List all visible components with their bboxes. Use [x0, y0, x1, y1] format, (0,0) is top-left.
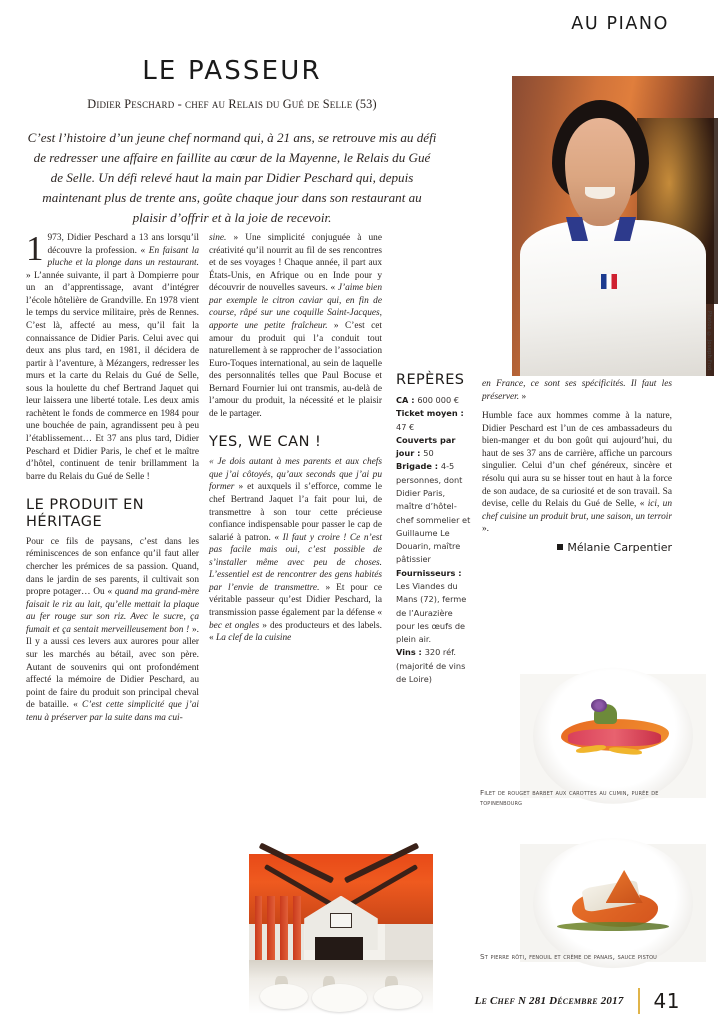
reperes-item-label: Brigade :: [396, 461, 441, 472]
text-run: ».: [482, 524, 490, 535]
dining-table: [374, 985, 422, 1009]
reperes-item-value: 50: [423, 448, 434, 459]
paragraph: [209, 232, 382, 420]
curtain: [255, 896, 262, 963]
headline-block: [22, 58, 442, 112]
portrait-artwork: [512, 76, 714, 376]
text-run: » C’est cet amour du produit qui l’a conduit tout naturellement à se rapprocher de l’association Euro-Toques international, au sein de laquelle des personnalités telles que Paul Bocuse et Bernard Fournier lui ont transmis, au-delà de l’amour du produit, la nécessité et le plaisir de le partager.: [209, 320, 382, 419]
quote-run: quand ma grand-mère faisait le riz au lait, qu’elle mettait la plaque au fer rouge sur son riz. Avec le sucre, ça fumait et ça sentait merveilleusement bon !: [26, 587, 200, 635]
reperes-item: [396, 646, 474, 686]
reperes-item-value: 320 réf. (majorité de vins de Loire): [396, 647, 466, 684]
caption-dish-rouget: Filet de rouget barbet aux carottes au cumin, purée de topinenbourg: [480, 788, 659, 807]
reperes-item-label: Vins :: [396, 647, 425, 658]
author-name: Mélanie Carpentier: [567, 540, 672, 554]
wall-painting: [330, 913, 352, 928]
text-run: » des producteurs et des labels. «: [209, 620, 382, 644]
reperes-item-value: Les Viandes du Mans (72), ferme de l’Aurazière pour les œufs de plein air.: [396, 580, 467, 645]
dining-table: [260, 984, 308, 1010]
page-footer: [470, 988, 680, 1014]
reperes-item: [396, 460, 474, 566]
paragraph: [482, 378, 672, 403]
text-run: »: [519, 391, 527, 402]
body-column-1: [26, 229, 200, 724]
reperes-item-label: CA :: [396, 395, 418, 405]
body-column-2: [209, 232, 382, 645]
footer-divider: [638, 988, 640, 1014]
reperes-title: REPÈRES: [396, 372, 465, 388]
quote-run: J’aime bien par exemple le citron caviar qui, en fin de course, râpé sur une coquille Saint-Jacques, apporte une petite fraîcheur.: [209, 283, 382, 331]
dining-table: [312, 984, 367, 1013]
body-column-4: [482, 378, 672, 556]
paragraph: [26, 229, 199, 483]
reperes-item-label: Couverts par jour :: [396, 434, 456, 459]
page-title: LE PASSEUR: [142, 56, 322, 86]
page-number: 41: [653, 989, 680, 1013]
reperes-sidebar: [396, 372, 474, 686]
text-run: Humble face aux hommes comme à la nature, Didier Peschard est l’un de ces ambassadeurs du bien-manger et du bon goût qui aujourd’hui, du haut de ses 37 ans de carrière, affiche un parcours singulier. Celui d’un chef généreux, sincère et résolu qui aura su se hisser tout en haut à la force de son audace, de sa curiosité et de son travail. Sa devise, celle du Relais du Gué de Selle, «: [482, 411, 672, 510]
reperes-item: [396, 567, 474, 647]
quote-run: La clef de la cuisine: [216, 633, 292, 644]
photo-dish-rouget: [520, 674, 706, 798]
author-signature: [482, 541, 672, 556]
reperes-list: [396, 394, 474, 686]
section-heading-yes-we-can: YES, WE CAN !: [209, 434, 322, 451]
publication-line: Le Chef N 281 Décembre 2017: [474, 995, 624, 1007]
quote-run: bec et ongles: [209, 620, 260, 631]
drop-cap: 1: [26, 229, 44, 268]
curtain: [267, 896, 274, 963]
photo-credit: Photos © Joseph Frot: [706, 310, 712, 370]
dining-artwork: [249, 854, 433, 1014]
reperes-item-value: 4-5 personnes, dont Didier Paris, maître d’hôtel-chef sommelier et Guillaume Le Douarin, maître pâtissier: [396, 461, 471, 565]
reperes-item: [396, 394, 474, 407]
quote-run: Il faut y croire ! Ce n’est pas facile mais oui, c’est possible de s’installer même avec peu de choses. L’essentiel est de rencontrer des gens habités par l’envie de transmettre.: [209, 532, 382, 593]
curtain: [293, 896, 300, 963]
paragraph: [26, 536, 199, 724]
reperes-item-label: Ticket moyen :: [396, 408, 464, 419]
text-run: » Une simplicité conjuguée à une créativité qu’il nourrit au fil de ses rencontres et de ses voyages ! Chaque année, il part aux États-Unis, en Afrique ou en Inde pour y découvrir de nouvelles saveurs. «: [209, 233, 382, 294]
running-head: AU PIANO: [571, 14, 669, 34]
reperes-item-value: 600 000 €: [417, 395, 459, 405]
text-run: » et auxquels il s’efforce, comme le chef Bertrand Jaquet l’a fait pour lui, de transmettre à son tour cette précieuse confiance indispensable pour passer le cap de salarié à patron. «: [209, 482, 382, 543]
reperes-item: [396, 434, 474, 461]
photo-dish-saint-pierre: [520, 844, 706, 962]
quote-run: « Je dois autant à mes parents et aux chefs que j’ai côtoyés, qu’aux seconds que j’ai pu former: [209, 457, 382, 493]
standfirst: C’est l’histoire d’un jeune chef normand qui, à 21 ans, se retrouve mis au défi de redresser une affaire en faillite au cœur de la Mayenne, le Relais du Gué de Selle. Un défi relevé haut la main par Didier Peschard qui, depuis maintenant plus de trente ans, goûte chaque jour dans son restaurant au plaisir d’offrir et à la joie de recevoir.: [27, 130, 437, 225]
photo-dining-room: [249, 854, 433, 1014]
square-bullet-icon: [557, 544, 563, 550]
section-heading-le-produit-en-heritage: LE PRODUIT EN HÉRITAGE: [26, 497, 145, 531]
text-run: Pour ce fils de paysans, c’est dans les réminiscences de son enfance qu’il faut aller chercher les prémices de sa passion. Quand, dans le jardin de ses parents, il cultivait son propre potager… Ou «: [26, 536, 199, 598]
paragraph: [209, 456, 382, 644]
quote-run: En faisant la pluche et la plonge dans un restaurant.: [47, 245, 199, 269]
quote-run: en France, ce sont ses spécificités. Il faut les préserver.: [482, 379, 672, 402]
text-run: » Et pour ce véritable passeur qu’est Didier Peschard, la transmission passe également par la défense «: [209, 582, 382, 618]
french-flag-icon: [601, 274, 617, 289]
chef-smile: [585, 187, 615, 199]
reperes-item-value: 47 €: [396, 421, 415, 432]
quote-run: C’est cette simplicité que j’ai tenu à préserver par la suite dans ma cui-: [26, 700, 199, 723]
reperes-item: [396, 407, 474, 434]
dish1-artwork: [520, 674, 706, 798]
text-run: 973, Didier Peschard a 13 ans lorsqu’il découvre la profession. «: [47, 233, 199, 256]
dish2-artwork: [520, 844, 706, 962]
photo-portrait-chef: [512, 76, 714, 376]
reperes-item-label: Fournisseurs :: [396, 567, 462, 578]
caption-dish-saint-pierre: St pierre rôti, fenouil et crème de panais, sauce pistou: [480, 952, 657, 961]
article-subtitle: Didier Peschard - chef au Relais du Gué de Selle (53): [87, 97, 377, 112]
curtain: [280, 896, 287, 963]
quote-run: ici, un chef cuisine un produit brut, une saison, un terroir: [482, 499, 673, 522]
text-run: ». Il y a aussi ces levers aux aurores pour aller sur les marchés au bétail, avec son père. Autant de souvenirs qui ont profondément affecté la mémoire de Didier Peschard, au point de faire du produit son principal cheval de bataille. «: [26, 624, 199, 711]
rouget-fillet: [568, 729, 661, 746]
text-run: » L’année suivante, il part à Dompierre pour un an d’apprentissage, avant d’intégrer l’école hôtelière de Grandville. En 1978 vient le temps du service militaire, près de Rennes. C’est là, affecté au mess, qu’il fait la connaissance de Didier Paris. Celui avec qui deux ans plus tard, en 1981, il décidera de partir à l’aventure, à Mézangers, redresser les murs et la carte du Relais du Gué de Selle, sous la houlette du chef Bertrand Jaquet qui leur laissera une liberté totale. Les deux amis rachètent le fonds de commerce en 1984 pour une bouchée de pain, agrandissent peu à peu l’établissement… Et 37 ans plus tard, Didier Peschard et Didier Paris, le chef et le maître d’hôtel, continuent de tenir brillamment la barre du Relais du Gué de Selle !: [26, 270, 199, 482]
chef-jacket: [520, 220, 706, 376]
quote-run: sine.: [209, 233, 227, 243]
paragraph: [482, 410, 672, 536]
